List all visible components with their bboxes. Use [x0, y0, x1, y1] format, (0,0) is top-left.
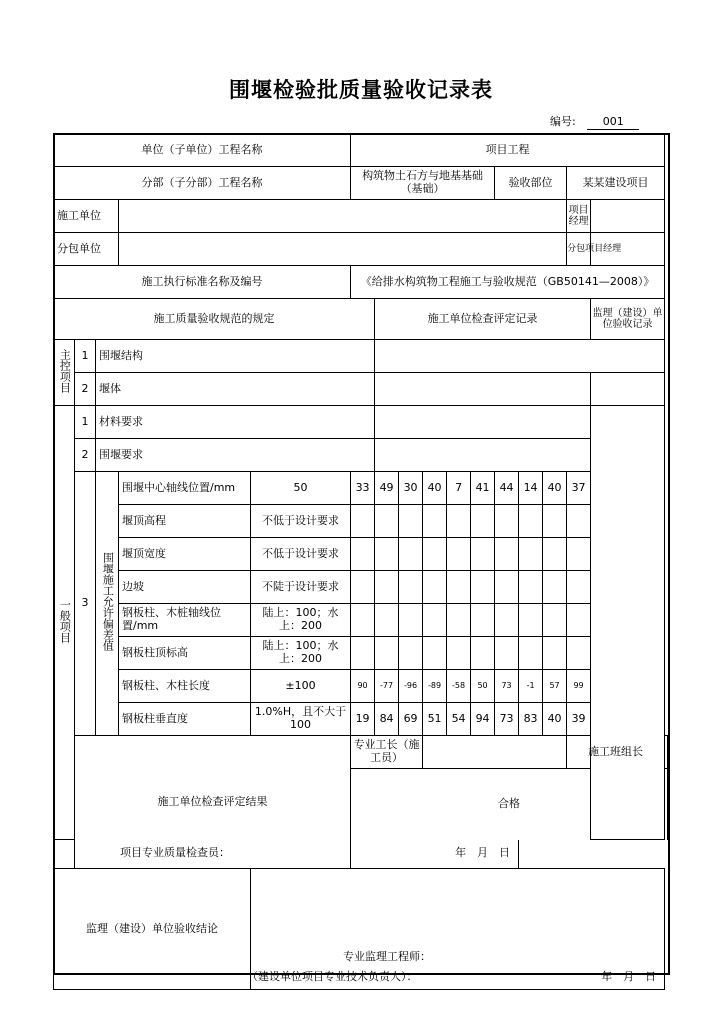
measured-value-cell[interactable]: 40 [543, 703, 567, 736]
tolerance-item-spec: 不陡于设计要求 [251, 571, 351, 604]
subcontract-unit-label: 分包单位 [54, 233, 119, 266]
measured-value-cell[interactable]: 41 [471, 472, 495, 505]
construction-unit-label: 施工单位 [54, 200, 119, 233]
general-no: 1 [75, 406, 96, 439]
measured-value-cell[interactable]: 99 [567, 670, 591, 703]
tolerance-item-spec: ±100 [251, 670, 351, 703]
measured-value-cell[interactable] [567, 637, 591, 670]
measured-value-cell[interactable]: 57 [543, 670, 567, 703]
measured-value-cell[interactable]: 37 [567, 472, 591, 505]
measured-value-cell[interactable]: 33 [351, 472, 375, 505]
measured-value-cell[interactable]: -58 [447, 670, 471, 703]
measured-value-cell[interactable] [495, 505, 519, 538]
unit-project-value[interactable]: 项目工程 [351, 134, 665, 167]
tolerance-item-spec: 陆上：100；水上：200 [251, 604, 351, 637]
construction-check-label: 施工单位检查评定结果 [75, 736, 351, 869]
measured-value-cell[interactable] [519, 538, 543, 571]
measured-value-cell[interactable]: 50 [471, 670, 495, 703]
measured-value-cell[interactable] [567, 505, 591, 538]
project-manager-label: 项目经理 [567, 200, 591, 233]
measured-value-cell[interactable] [423, 505, 447, 538]
measured-value-cell[interactable] [399, 505, 423, 538]
supervision-row-1 [54, 869, 668, 950]
measured-value-cell[interactable] [351, 538, 375, 571]
main-control-label: 主控项目 [54, 340, 75, 406]
measured-value-cell[interactable]: 49 [375, 472, 399, 505]
general-check[interactable] [375, 439, 591, 472]
construction-date[interactable]: 年 月 日 [455, 846, 511, 859]
measured-value-cell[interactable] [567, 538, 591, 571]
main-control-name: 堰体 [96, 373, 375, 406]
tolerance-item-name: 钢板柱、木桩轴线位置/mm [119, 604, 251, 637]
main-control-no: 2 [75, 373, 96, 406]
main-control-check[interactable] [375, 373, 591, 406]
tolerance-row [54, 472, 668, 505]
measured-value-cell[interactable]: 40 [423, 472, 447, 505]
measured-value-cell[interactable] [447, 604, 471, 637]
measured-value-cell[interactable]: 84 [375, 703, 399, 736]
main-control-row-2 [54, 373, 668, 406]
construction-result[interactable]: 合格 [351, 769, 668, 840]
tolerance-row [54, 604, 668, 637]
row-column-headers [54, 299, 668, 340]
main-control-check[interactable] [375, 340, 665, 373]
measured-value-cell[interactable] [471, 505, 495, 538]
measured-value-cell[interactable] [375, 505, 399, 538]
supervisor-column-header: 监理（建设）单位验收记录 [591, 299, 665, 340]
measured-value-cell[interactable] [447, 538, 471, 571]
unit-project-label: 单位（子单位）工程名称 [54, 134, 351, 167]
measured-value-cell[interactable] [567, 571, 591, 604]
main-control-no: 1 [75, 340, 96, 373]
tolerance-row [54, 505, 668, 538]
construction-check-row-1 [54, 736, 668, 769]
measured-value-cell[interactable] [351, 604, 375, 637]
team-leader-value[interactable] [665, 736, 668, 769]
document-number [550, 113, 639, 130]
tolerance-item-spec: 不低于设计要求 [251, 538, 351, 571]
measured-value-cell[interactable]: 14 [519, 472, 543, 505]
measured-value-cell[interactable]: 39 [567, 703, 591, 736]
general-label: 一般项目 [54, 406, 75, 840]
measured-value-cell[interactable] [399, 538, 423, 571]
spec-column-header: 施工质量验收规范的规定 [54, 299, 375, 340]
main-control-supervisor[interactable] [591, 373, 665, 406]
measured-value-cell[interactable]: 51 [423, 703, 447, 736]
measured-value-cell[interactable]: -1 [519, 670, 543, 703]
supervision-conclusion[interactable] [251, 869, 665, 950]
inspection-record-table [53, 133, 668, 990]
tolerance-item-name: 钢板柱垂直度 [119, 703, 251, 736]
measured-value-cell[interactable] [519, 604, 543, 637]
measured-value-cell[interactable] [495, 571, 519, 604]
measured-value-cell[interactable] [519, 505, 543, 538]
measured-value-cell[interactable]: 94 [471, 703, 495, 736]
measured-value-cell[interactable] [495, 604, 519, 637]
page-title: 围堰检验批质量验收记录表 [229, 78, 493, 102]
number-label: 编号: [550, 115, 576, 128]
standard-label: 施工执行标准名称及编号 [54, 266, 351, 299]
main-control-row-1 [54, 340, 668, 373]
measured-value-cell[interactable] [375, 571, 399, 604]
measured-value-cell[interactable]: 73 [495, 703, 519, 736]
measured-value-cell[interactable] [543, 505, 567, 538]
measured-value-cell[interactable] [471, 637, 495, 670]
measured-value-cell[interactable] [495, 538, 519, 571]
tolerance-row [54, 670, 668, 703]
measured-value-cell[interactable] [471, 538, 495, 571]
measured-value-cell[interactable] [351, 637, 375, 670]
tolerance-item-spec: 不低于设计要求 [251, 505, 351, 538]
measured-value-cell[interactable] [351, 505, 375, 538]
tolerance-item-name: 钢板柱、木柱长度 [119, 670, 251, 703]
tolerance-item-spec: 1.0%H，且不大于100 [251, 703, 351, 736]
measured-value-cell[interactable] [375, 538, 399, 571]
tolerance-row [54, 571, 668, 604]
measured-value-cell[interactable] [471, 604, 495, 637]
tolerance-item-name: 堰顶高程 [119, 505, 251, 538]
tolerance-item-name: 钢板柱顶标高 [119, 637, 251, 670]
row-construction-unit [54, 200, 668, 233]
measured-value-cell[interactable]: 73 [495, 670, 519, 703]
tolerance-label: 围堰施工允许偏差值 [96, 472, 119, 736]
measured-value-cell[interactable] [423, 571, 447, 604]
measured-value-cell[interactable] [399, 571, 423, 604]
row-standard [54, 266, 668, 299]
measured-value-cell[interactable]: 40 [543, 472, 567, 505]
row-subcontract-unit [54, 233, 668, 266]
measured-value-cell[interactable] [447, 571, 471, 604]
tolerance-item-name: 围堰中心轴线位置/mm [119, 472, 251, 505]
general-name: 材料要求 [96, 406, 375, 439]
tolerance-item-spec: 陆上：100；水上：200 [251, 637, 351, 670]
measured-value-cell[interactable] [447, 637, 471, 670]
sub-project-label: 分部（子分部）工程名称 [54, 167, 351, 200]
measured-value-cell[interactable]: 90 [351, 670, 375, 703]
owner-rep-label: （建设单位项目专业技术负责人）： [247, 970, 418, 983]
tolerance-row [54, 637, 668, 670]
sub-project-value[interactable]: 构筑物土石方与地基基础（基础） [351, 167, 495, 200]
construction-check-row-3 [54, 840, 668, 869]
measured-value-cell[interactable] [543, 538, 567, 571]
subcontract-manager-label: 分包项目经理 [567, 233, 591, 266]
construction-sign-area [54, 840, 519, 869]
measured-value-cell[interactable] [399, 604, 423, 637]
measured-value-cell[interactable]: -77 [375, 670, 399, 703]
acceptance-part-label: 验收部位 [495, 167, 567, 200]
construction-unit-value[interactable] [119, 200, 567, 233]
tolerance-item-name: 堰顶宽度 [119, 538, 251, 571]
tolerance-item-spec: 50 [251, 472, 351, 505]
measured-value-cell[interactable] [447, 505, 471, 538]
inspector-label: 项目专业质量检查员： [120, 846, 230, 859]
measured-value-cell[interactable] [543, 637, 567, 670]
team-leader-label: 施工班组长 [567, 736, 665, 769]
foreman-label: 专业工长（施工员） [351, 736, 423, 769]
standard-value[interactable]: 《给排水构筑物工程施工与验收规范（GB50141—2008）》 [351, 266, 665, 299]
row-sub-project [54, 167, 668, 200]
general-row-1 [54, 406, 668, 439]
measured-value-cell[interactable]: -89 [423, 670, 447, 703]
measured-value-cell[interactable]: 69 [399, 703, 423, 736]
main-control-name: 围堰结构 [96, 340, 375, 373]
general-check[interactable] [375, 406, 591, 439]
tolerance-no: 3 [75, 472, 96, 736]
supervising-engineer-label: 专业监理工程师： [343, 950, 431, 963]
supervision-label: 监理（建设）单位验收结论 [54, 869, 251, 990]
measured-value-cell[interactable] [375, 637, 399, 670]
measured-value-cell[interactable]: 19 [351, 703, 375, 736]
measured-value-cell[interactable] [567, 604, 591, 637]
tolerance-row [54, 703, 668, 736]
measured-value-cell[interactable] [543, 604, 567, 637]
measured-value-cell[interactable] [423, 604, 447, 637]
measured-value-cell[interactable] [351, 571, 375, 604]
supervision-sign-area [247, 949, 665, 990]
measured-value-cell[interactable] [375, 604, 399, 637]
measured-value-cell[interactable] [423, 538, 447, 571]
measured-value-cell[interactable] [423, 637, 447, 670]
supervision-date[interactable]: 年 月 日 [601, 970, 657, 983]
measured-value-cell[interactable]: 7 [447, 472, 471, 505]
measured-value-cell[interactable] [399, 637, 423, 670]
subcontract-unit-value[interactable] [119, 233, 567, 266]
foreman-value[interactable] [423, 736, 567, 769]
acceptance-part-value[interactable]: 某某建设项目 [567, 167, 665, 200]
measured-value-cell[interactable]: -96 [399, 670, 423, 703]
general-name: 围堰要求 [96, 439, 375, 472]
number-value[interactable]: 001 [587, 115, 639, 130]
measured-value-cell[interactable]: 54 [447, 703, 471, 736]
measured-value-cell[interactable]: 30 [399, 472, 423, 505]
row-unit-project [54, 134, 668, 167]
measured-value-cell[interactable] [519, 571, 543, 604]
measured-value-cell[interactable]: 44 [495, 472, 519, 505]
tolerance-row [54, 538, 668, 571]
check-column-header: 施工单位检查评定记录 [375, 299, 591, 340]
project-manager-value[interactable] [591, 200, 665, 233]
general-no: 2 [75, 439, 96, 472]
measured-value-cell[interactable] [471, 571, 495, 604]
measured-value-cell[interactable] [495, 637, 519, 670]
measured-value-cell[interactable] [543, 571, 567, 604]
measured-value-cell[interactable]: 83 [519, 703, 543, 736]
tolerance-item-name: 边坡 [119, 571, 251, 604]
measured-value-cell[interactable] [519, 637, 543, 670]
general-row-2 [54, 439, 668, 472]
